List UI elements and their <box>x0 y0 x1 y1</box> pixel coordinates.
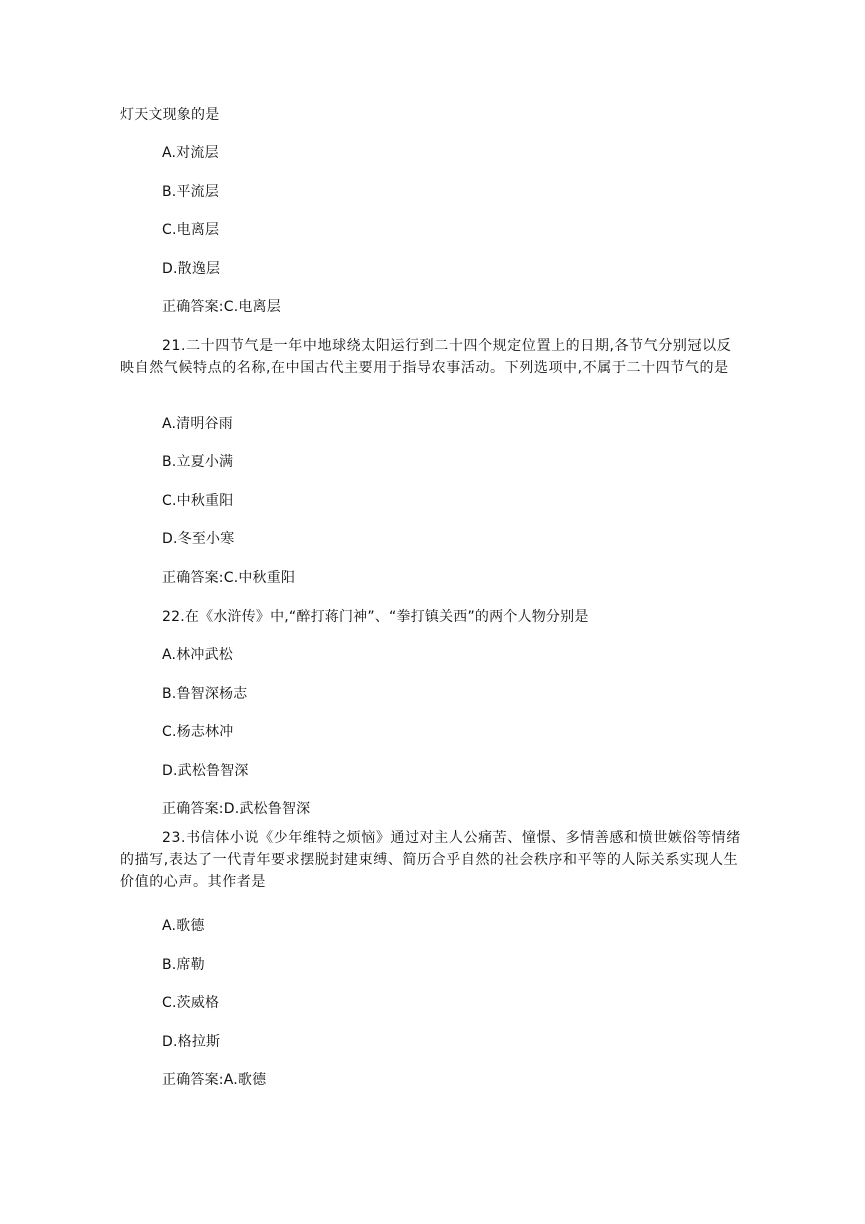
question-20-answer: 正确答案:C.电离层 <box>162 299 281 315</box>
question-21-option-a: A.清明谷雨 <box>162 416 233 432</box>
question-21-option-b: B.立夏小满 <box>162 454 234 470</box>
question-23-option-c: C.茨威格 <box>162 995 220 1011</box>
question-20-stem-tail: 灯天文现象的是 <box>120 107 220 123</box>
question-23-option-b: B.席勒 <box>162 957 205 973</box>
question-23-answer: 正确答案:A.歌德 <box>162 1072 267 1088</box>
question-22-option-c: C.杨志林冲 <box>162 724 234 740</box>
question-22-option-a: A.林冲武松 <box>162 647 233 663</box>
question-23-stem: 23.书信体小说《少年维特之烦恼》通过对主人公痛苦、憧憬、多情善感和愤世嫉俗等情绪的描写,表达了一代青年要求摆脱封建束缚、简历合乎自然的社会秩序和平等的人际关系实现人生价值的心声。其作者是 <box>120 830 741 890</box>
question-21-option-d: D.冬至小寒 <box>162 531 235 547</box>
question-23-option-a: A.歌德 <box>162 918 205 934</box>
question-22-answer: 正确答案:D.武松鲁智深 <box>162 801 311 817</box>
question-20-option-c: C.电离层 <box>162 222 220 238</box>
question-22-stem: 22.在《水浒传》中,“醉打蒋门神”、“拳打镇关西”的两个人物分别是 <box>162 609 589 625</box>
question-22-option-d: D.武松鲁智深 <box>162 763 249 779</box>
question-20-option-b: B.平流层 <box>162 184 220 200</box>
question-21-stem: 21.二十四节气是一年中地球绕太阳运行到二十四个规定位置上的日期,各节气分别冠以反映自然气候特点的名称,在中国古代主要用于指导农事活动。下列选项中,不属于二十四节气的是 <box>120 338 732 376</box>
question-22-option-b: B.鲁智深杨志 <box>162 686 248 702</box>
question-20-option-a: A.对流层 <box>162 145 219 161</box>
question-21-option-c: C.中秋重阳 <box>162 493 234 509</box>
question-23-option-d: D.格拉斯 <box>162 1034 221 1050</box>
question-21-answer: 正确答案:C.中秋重阳 <box>162 570 296 586</box>
question-20-option-d: D.散逸层 <box>162 261 221 277</box>
